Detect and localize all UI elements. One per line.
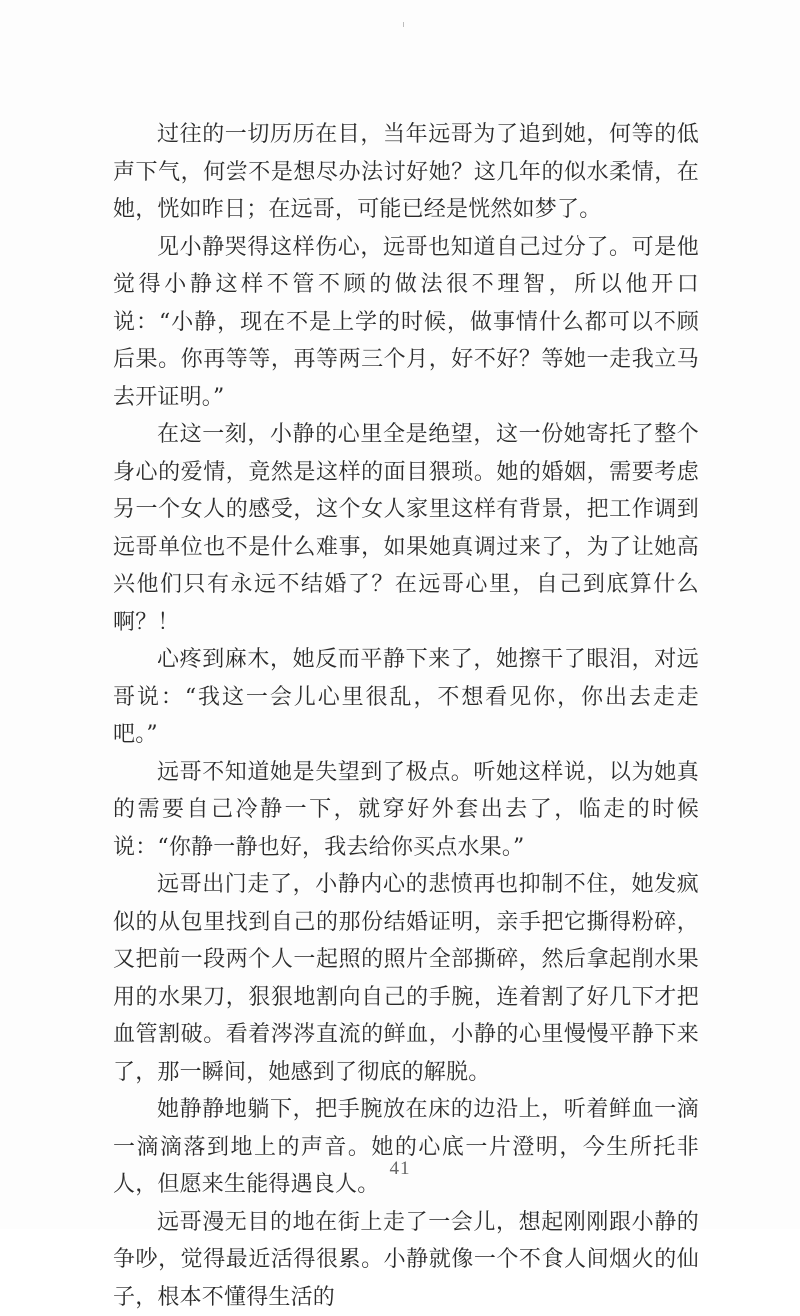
paragraph: 在这一刻，小静的心里全是绝望，这一份她寄托了整个身心的爱情，竟然是这样的面目猥琐。她的婚姻，需要考虑另一个女人的感受，这个女人家里这样有背景，把工作调到远哥单位也不是什么难事，如果她真调过来了，为了让她高兴他们只有永远不结婚了？在远哥心里，自己到底算什么啊？！	[113, 416, 699, 641]
paragraph: 见小静哭得这样伤心，远哥也知道自己过分了。可是他觉得小静这样不管不顾的做法很不理智，所以他开口说：“小静，现在不是上学的时候，做事情什么都可以不顾后果。你再等等，再等两三个月，好不好？等她一走我立马去开证明。”	[113, 229, 699, 417]
body-text	[113, 116, 699, 1316]
paragraph: 过往的一切历历在目，当年远哥为了追到她，何等的低声下气，何尝不是想尽办法讨好她？这几年的似水柔情，在她，恍如昨日；在远哥，可能已经是恍然如梦了。	[113, 116, 699, 229]
paragraph: 远哥不知道她是失望到了极点。听她这样说，以为她真的需要自己冷静一下，就穿好外套出去了，临走的时候说：“你静一静也好，我去给你买点水果。”	[113, 754, 699, 867]
page-top-mark	[403, 22, 404, 27]
paragraph: 心疼到麻木，她反而平静下来了，她擦干了眼泪，对远哥说：“我这一会儿心里很乱，不想看见你，你出去走走吧。”	[113, 641, 699, 754]
paragraph: 远哥出门走了，小静内心的悲愤再也抑制不住，她发疯似的从包里找到自己的那份结婚证明，亲手把它撕得粉碎，又把前一段两个人一起照的照片全部撕碎，然后拿起削水果用的水果刀，狠狠地割向自己的手腕，连着割了好几下才把血管割破。看着涔涔直流的鲜血，小静的心里慢慢平静下来了，那一瞬间，她感到了彻底的解脱。	[113, 866, 699, 1091]
paragraph: 远哥漫无目的地在街上走了一会儿，想起刚刚跟小静的争吵，觉得最近活得很累。小静就像一个不食人间烟火的仙子，根本不懂得生活的	[113, 1204, 699, 1316]
paragraph: 她静静地躺下，把手腕放在床的边沿上，听着鲜血一滴一滴滴落到地上的声音。她的心底一片澄明，今生所托非人，但愿来生能得遇良人。	[113, 1091, 699, 1204]
page-number: 41	[0, 1158, 800, 1180]
